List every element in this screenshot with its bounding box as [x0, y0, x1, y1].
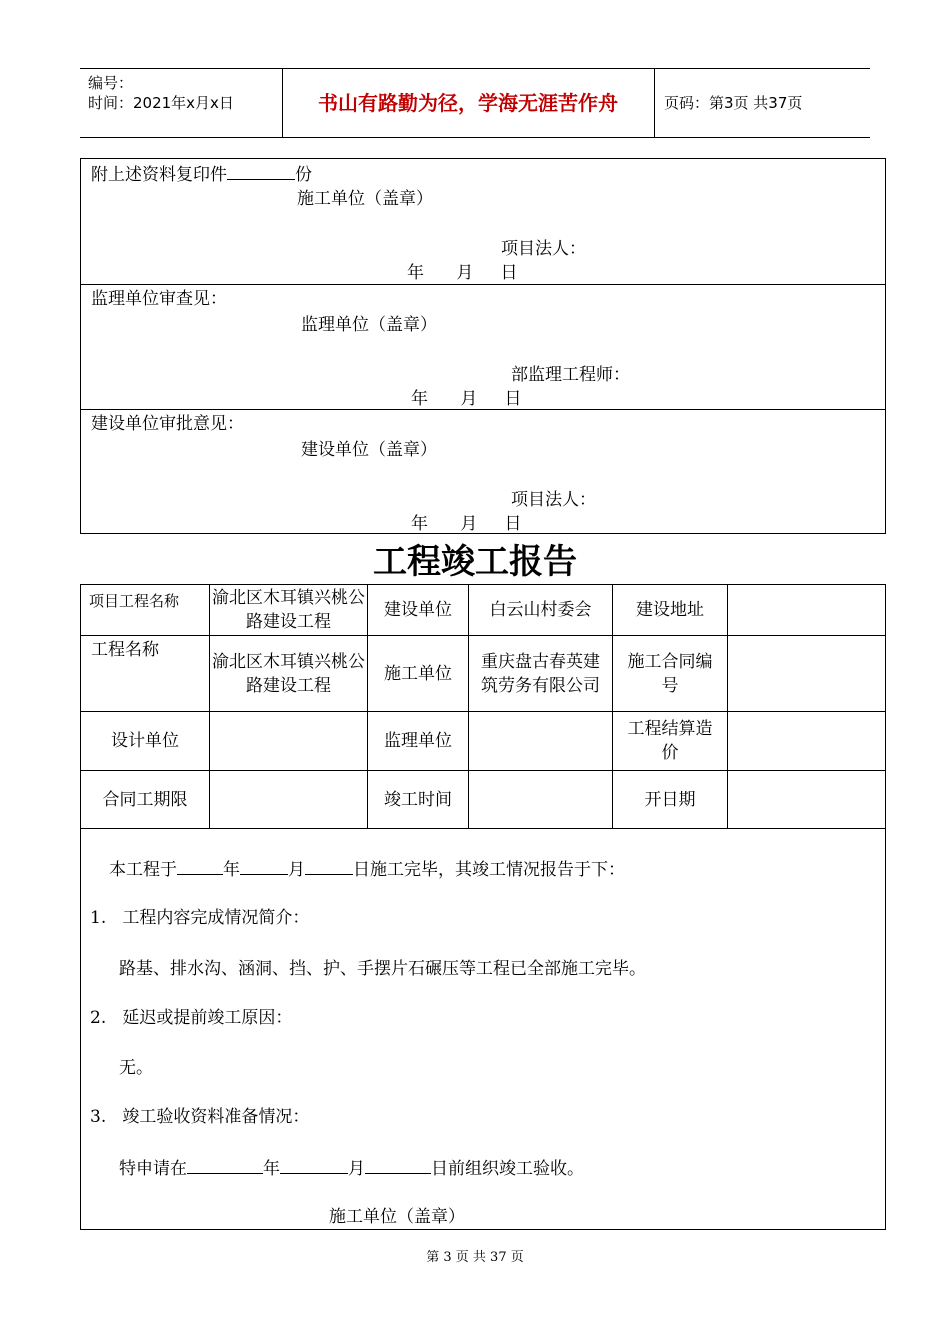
cell-design [210, 712, 368, 771]
cell-cost [728, 712, 885, 771]
apply-c: 月 [348, 1159, 365, 1179]
cell-address-label: 建设地址 [613, 585, 728, 636]
attach-unit: 份 [295, 165, 312, 185]
item2-text: 无。 [119, 1058, 153, 1078]
cell-contract-no [728, 636, 885, 712]
cell-contractor: 重庆盘古春英建筑劳务有限公司 [469, 636, 613, 712]
construction-stamp: 施工单位（盖章） [297, 189, 433, 209]
cell-project-name-label: 项目工程名称 [81, 585, 210, 636]
cell-owner-label: 建设单位 [368, 585, 469, 636]
cell-contractor-label: 施工单位 [368, 636, 469, 712]
cell-address [728, 585, 885, 636]
supervision-section [81, 284, 885, 410]
item2-heading: 2. 延迟或提前竣工原因： [90, 1008, 293, 1028]
construction-date: 年 月 日 [407, 263, 518, 283]
intro-line [109, 856, 625, 882]
cell-design-label: 设计单位 [81, 712, 210, 771]
cell-contract-no-label: 施工合同编号 [613, 636, 728, 712]
apply-d: 日前组织竣工验收。 [431, 1159, 584, 1179]
approval-box [80, 158, 886, 534]
item1-text: 路基、排水沟、涵洞、挡、护、手摆片石碾压等工程已全部施工完毕。 [119, 959, 646, 979]
cell-completion [469, 771, 613, 829]
apply-year-blank [187, 1155, 263, 1174]
cell-project-name: 渝北区木耳镇兴桃公路建设工程 [210, 585, 368, 636]
item1-heading: 1. 工程内容完成情况简介： [90, 908, 310, 928]
number-label: 编号： [88, 74, 134, 92]
attach-line [91, 161, 312, 187]
supervision-stamp: 监理单位（盖章） [301, 315, 437, 335]
apply-month-blank [280, 1155, 348, 1174]
cell-duration-label: 合同工期限 [81, 771, 210, 829]
cell-duration [210, 771, 368, 829]
attach-blank [227, 161, 295, 180]
intro-a: 本工程于 [109, 860, 177, 880]
page-info: 页码：第3页 共37页 [664, 94, 803, 112]
cell-work-name: 渝北区木耳镇兴桃公路建设工程 [210, 636, 368, 712]
intro-month-blank [240, 856, 288, 875]
intro-c: 月 [288, 860, 305, 880]
cell-start [728, 771, 885, 829]
cell-work-name-label: 工程名称 [81, 636, 210, 712]
supervision-date: 年 月 日 [411, 389, 522, 409]
owner-signer: 项目法人： [511, 490, 596, 510]
owner-date: 年 月 日 [411, 514, 522, 534]
cell-completion-label: 竣工时间 [368, 771, 469, 829]
page-footer: 第 3 页 共 37 页 [426, 1250, 524, 1265]
report-stamp: 施工单位（盖章） [329, 1207, 465, 1227]
report-title: 工程竣工报告 [373, 542, 577, 582]
time-label: 时间：2021年x月x日 [88, 94, 234, 112]
cell-owner: 白云山村委会 [469, 585, 613, 636]
attach-label: 附上述资料复印件 [91, 165, 227, 185]
apply-day-blank [365, 1155, 431, 1174]
owner-section [81, 409, 885, 534]
apply-a: 特申请在 [119, 1159, 187, 1179]
owner-heading: 建设单位审批意见： [91, 414, 244, 434]
header-meta [80, 69, 283, 137]
intro-d: 日施工完毕，其竣工情况报告于下： [353, 860, 625, 880]
intro-year-blank [177, 856, 223, 875]
construction-signer: 项目法人： [501, 239, 586, 259]
cell-start-label: 开日期 [613, 771, 728, 829]
owner-stamp: 建设单位（盖章） [301, 440, 437, 460]
cell-cost-label: 工程结算造价 [613, 712, 728, 771]
intro-b: 年 [223, 860, 240, 880]
page-header [80, 68, 870, 138]
intro-day-blank [305, 856, 353, 875]
header-page-info [654, 69, 870, 137]
supervision-signer: 部监理工程师： [511, 365, 630, 385]
supervision-heading: 监理单位审查见： [91, 289, 227, 309]
apply-b: 年 [263, 1159, 280, 1179]
construction-section [81, 159, 885, 284]
report-table [80, 584, 886, 1230]
motto: 书山有路勤为径，学海无涯苦作舟 [282, 69, 655, 137]
apply-line [119, 1155, 584, 1181]
cell-supervisor [469, 712, 613, 771]
item3-heading: 3. 竣工验收资料准备情况： [90, 1107, 310, 1127]
cell-supervisor-label: 监理单位 [368, 712, 469, 771]
